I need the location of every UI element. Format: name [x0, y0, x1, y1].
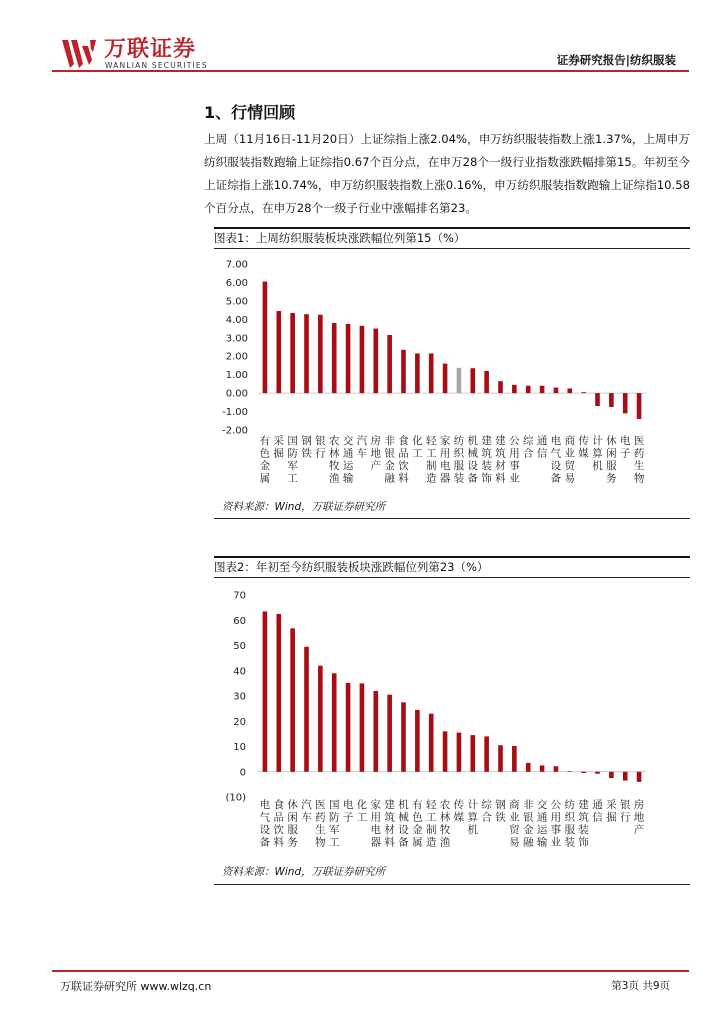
chart1-category-label: 电 [550, 435, 562, 447]
chart2-category-label: 电 [370, 824, 382, 836]
chart1-category-label: 料 [398, 472, 409, 485]
chart1-category-label: 通 [342, 447, 354, 460]
chart2-bar [484, 736, 489, 771]
chart1-bar [595, 393, 600, 406]
chart2-category-label: 建 [384, 799, 395, 811]
chart2-category-label: 铁 [495, 811, 506, 824]
chart1-category-label: 传 [578, 435, 589, 447]
chart1-ytick-label: -1.00 [222, 407, 248, 419]
chart2-category-label: 车 [301, 811, 312, 824]
page-number: 第3页 共9页 [611, 980, 670, 992]
chart1-category-label: 军 [287, 460, 298, 472]
chart2-category-label: 休 [287, 799, 298, 811]
chart1-category-label: 休 [606, 435, 617, 447]
chart2-category-label: 建 [578, 799, 589, 811]
chart2-category-label: 掘 [606, 811, 617, 824]
chart1-bar [637, 393, 642, 419]
chart1-bar [512, 385, 517, 393]
chart1-category-label: 建 [481, 435, 492, 447]
chart1-bar [415, 353, 420, 393]
chart1-category-label: 林 [328, 447, 340, 460]
chart1-category-label: 设 [467, 460, 479, 472]
chart2-bar [637, 772, 642, 782]
chart1-category-label: 器 [439, 472, 451, 485]
chart2-category-label: 品 [273, 811, 285, 824]
chart1-category-label: 综 [522, 435, 534, 447]
chart1-category-label: 银 [384, 447, 395, 460]
chart2-category-label: 汽 [301, 799, 312, 811]
chart2-category-label: 房 [633, 799, 645, 811]
chart2-category-label: 生 [315, 824, 326, 836]
chart1-category-label: 筑 [481, 447, 492, 460]
chart2-category-label: 交 [536, 799, 548, 811]
chart2-category-label: 轻 [425, 799, 437, 811]
chart1-category-label: 家 [439, 435, 451, 447]
chart1-category-label: 工 [425, 447, 437, 460]
chart1-ytick-label: 1.00 [225, 370, 248, 382]
chart2-ytick-label: 70 [233, 590, 246, 602]
chart2-bar [263, 611, 268, 771]
chart1-bar [290, 313, 295, 393]
chart2-category-label: 军 [328, 824, 340, 836]
chart2-category-label: 算 [467, 811, 479, 824]
chart1-category-label: 气 [550, 447, 562, 460]
chart2-category-label: 子 [342, 811, 354, 824]
chart2-category-label: 医 [315, 799, 326, 811]
chart1-category-label: 品 [398, 447, 409, 460]
chart1-category-label: 输 [342, 472, 354, 485]
chart1-title-rule [214, 248, 690, 249]
chart2-source: 资料来源：Wind，万联证券研究所 [222, 866, 386, 878]
chart1-category-label: 汽 [356, 435, 368, 447]
chart2-category-label: 料 [384, 836, 395, 849]
chart1-ytick-label: 0.00 [225, 388, 248, 400]
chart1-category-label: 纺 [453, 435, 465, 447]
chart1-category-label: 贸 [564, 460, 576, 472]
chart2-bar [373, 691, 378, 772]
chart1-category-label: 金 [384, 460, 395, 472]
chart2-category-label: 非 [522, 799, 534, 811]
chart1-category-label: 通 [536, 435, 548, 447]
chart2-category-label: 计 [467, 799, 479, 811]
chart1-category-label: 银 [315, 435, 326, 447]
chart1-category-label: 药 [633, 447, 645, 460]
chart2-bar [318, 666, 323, 772]
chart1-category-label: 用 [439, 447, 451, 460]
chart2-category-label: 银 [522, 811, 534, 824]
chart1-category-label: 装 [481, 460, 492, 472]
chart2-category-label: 化 [356, 799, 368, 811]
chart2-category-label: 金 [522, 824, 534, 836]
chart2-category-label: 机 [467, 824, 479, 836]
chart2-category-label: 防 [328, 811, 340, 824]
chart1-category-label: 易 [564, 472, 576, 485]
chart1-bar [498, 381, 503, 393]
chart1-category-label: 交 [342, 435, 354, 447]
chart1-category-label: 料 [495, 472, 506, 485]
chart2-bar [401, 702, 406, 771]
chart2-category-label: 工 [356, 811, 368, 824]
footer-divider [52, 970, 689, 972]
chart2-category-label: 贸 [509, 824, 520, 836]
chart1-category-label: 行 [315, 447, 326, 460]
chart2-category-label: 设 [259, 824, 271, 836]
company-name-en: WANLIAN SECURITIES [105, 61, 208, 70]
chart1-category-label: 电 [619, 435, 631, 447]
chart2-category-label: 有 [412, 799, 423, 811]
chart2-category-label: 通 [592, 799, 603, 811]
chart1-category-label: 业 [509, 472, 520, 485]
chart2-category-label: 家 [370, 799, 382, 811]
chart2-category-label: 渔 [439, 836, 451, 849]
chart2-bar [346, 683, 351, 772]
chart1-bar [332, 323, 337, 393]
chart1-category-label: 铁 [301, 447, 312, 460]
chart1-title: 图表1：上周纺织服装板块涨跌幅位列第15（%） [214, 231, 466, 245]
chart1-category-label: 造 [425, 472, 437, 485]
chart2-ytick-label: 20 [233, 716, 246, 728]
chart1-category-label: 服 [453, 460, 465, 472]
chart2-category-label: 工 [328, 836, 340, 849]
chart2-bar [554, 766, 559, 772]
chart2-bar [290, 628, 295, 771]
chart1-category-label: 装 [453, 472, 465, 485]
chart2-category-label: 林 [439, 811, 451, 824]
header-divider [52, 70, 689, 72]
chart1-bar [609, 393, 614, 407]
chart2-category-label: 制 [425, 824, 437, 836]
chart2-bar [443, 731, 448, 771]
chart2-bar [332, 673, 337, 771]
chart1-category-label: 农 [328, 435, 340, 447]
chart2-bottom-rule [214, 884, 690, 885]
chart2-bar [360, 683, 365, 771]
chart1-category-label: 色 [259, 447, 271, 460]
chart2-category-label: 融 [522, 836, 534, 849]
chart2-category-label: 媒 [453, 811, 465, 824]
chart1-category-label: 机 [467, 435, 479, 447]
chart2-category-label: 银 [619, 799, 631, 811]
chart2-bar [540, 765, 545, 771]
chart2-top-rule [214, 556, 690, 558]
chart1-category-label: 事 [509, 460, 520, 472]
chart2-category-label: 产 [633, 824, 645, 836]
chart2-ytick-label: 0 [239, 767, 246, 779]
chart2-ytick-label: 40 [233, 666, 246, 678]
chart1-category-label: 织 [453, 447, 465, 460]
chart2-category-label: 地 [633, 811, 645, 824]
chart1-bar [263, 282, 268, 394]
chart2-category-label: 备 [259, 836, 271, 849]
chart2-category-label: 牧 [439, 824, 451, 836]
chart1-category-label: 制 [425, 460, 437, 472]
chart2-category-label: 料 [273, 836, 285, 849]
chart2-bar [595, 772, 600, 774]
chart1-category-label: 信 [536, 447, 548, 460]
chart2-category-label: 国 [328, 799, 340, 811]
chart2-bar [387, 695, 392, 772]
chart2-category-label: 合 [481, 811, 492, 824]
chart2-category-label: 用 [550, 811, 562, 824]
chart2-category-label: 饮 [273, 824, 285, 836]
chart1-category-label: 金 [259, 460, 271, 472]
chart2-category-label: 药 [315, 811, 326, 824]
chart1-category-label: 电 [439, 460, 451, 472]
chart2-bar [609, 772, 614, 778]
chart1-bar [443, 364, 448, 394]
chart1-category-label: 材 [495, 460, 506, 472]
chart1-category-label: 牧 [328, 460, 340, 472]
chart1-category-label: 房 [370, 435, 382, 447]
chart2-category-label: 务 [287, 836, 298, 849]
chart1-category-label: 钢 [301, 435, 312, 447]
chart2-category-label: 服 [564, 824, 576, 836]
chart1-category-label: 公 [509, 435, 520, 447]
chart1-category-label: 有 [259, 435, 271, 447]
chart2-ytick-label: 50 [233, 641, 246, 652]
chart2-category-label: 饰 [578, 836, 589, 849]
chart2-category-label: 材 [384, 824, 395, 836]
chart2-category-label: 公 [550, 799, 562, 811]
chart1-category-label: 化 [412, 435, 423, 447]
chart1-bar [554, 388, 559, 394]
chart1-category-label: 工 [287, 472, 298, 485]
chart2-ytick-label: 10 [233, 742, 246, 753]
chart1-bar [457, 368, 462, 393]
chart2-category-label: 备 [398, 836, 409, 849]
chart1-category-label: 业 [564, 447, 576, 460]
chart2-category-label: 电 [259, 799, 271, 811]
chart1-ytick-label: 6.00 [225, 277, 248, 289]
chart2-bar [512, 746, 517, 772]
chart1-ytick-label: 3.00 [225, 333, 248, 345]
chart2-bar [470, 735, 475, 772]
chart2-category-label: 通 [536, 811, 548, 824]
chart1-category-label: 子 [619, 447, 631, 460]
chart2-bar [415, 710, 420, 772]
chart1-category-label: 媒 [578, 447, 589, 460]
chart1-bar [276, 311, 281, 393]
chart1-category-label: 服 [606, 460, 617, 472]
chart2-category-label: 综 [481, 799, 492, 811]
chart1-bar [304, 314, 309, 393]
chart2-category-label: 事 [550, 824, 562, 836]
chart1-category-label: 生 [633, 460, 645, 472]
chart2-category-label: 色 [412, 811, 423, 824]
chart1-category-label: 属 [259, 472, 271, 485]
chart1-category-label: 务 [606, 472, 617, 485]
chart1-bar [401, 350, 406, 393]
chart1-category-label: 商 [564, 435, 576, 447]
chart1-bar [429, 353, 434, 393]
section-body: 上周（11月16日-11月20日）上证综指上涨2.04%，申万纺织服装指数上涨1.37%，上周申万纺织服装指数跑输上证综指0.67个百分点，在申万28个一级行业指数涨跌幅排第15。年初至今上证综指上涨10.74%，申万纺织服装指数上涨0.16%，申万纺织服装指数跑输上证综指10.58个百分点，在申万28个一级子行业中涨幅排名第23。 [204, 132, 690, 215]
chart2-category-label: 器 [370, 836, 382, 849]
chart1-category-label: 国 [287, 435, 298, 447]
chart2-category-label: 服 [287, 824, 298, 836]
chart2-bar [457, 733, 462, 772]
chart1-bar [360, 326, 365, 393]
chart1-category-label: 械 [467, 447, 479, 460]
chart1-ytick-label: 4.00 [225, 314, 248, 326]
chart1-plot [214, 252, 690, 496]
chart1-bar [623, 393, 628, 413]
chart1-category-label: 机 [592, 460, 603, 472]
chart2-category-label: 属 [412, 836, 423, 849]
chart2-category-label: 机 [398, 799, 409, 811]
chart1-category-label: 饰 [481, 472, 492, 485]
footer-website: 万联证券研究所 www.wlzq.cn [60, 980, 212, 993]
chart2-category-label: 业 [509, 811, 520, 824]
chart2-category-label: 钢 [495, 799, 506, 811]
chart1-top-rule [214, 227, 690, 229]
chart1-ytick-label: 2.00 [225, 351, 248, 363]
chart2-category-label: 工 [425, 811, 437, 824]
chart1-category-label: 车 [356, 447, 368, 460]
chart1-bar [387, 335, 392, 393]
chart1-category-label: 食 [398, 435, 409, 447]
chart2-category-label: 金 [412, 824, 423, 836]
chart1-category-label: 计 [592, 435, 603, 447]
chart2-category-label: 械 [398, 811, 409, 824]
chart1-category-label: 医 [633, 435, 645, 447]
chart2-bar [498, 745, 503, 772]
chart2-category-label: 装 [564, 836, 576, 849]
chart2-category-label: 输 [536, 836, 548, 849]
chart2-category-label: 物 [315, 836, 326, 849]
chart1-bar [373, 329, 378, 394]
chart1-bar [540, 386, 545, 393]
chart1-category-label: 工 [412, 447, 423, 460]
chart1-category-label: 备 [550, 472, 562, 485]
chart2-bar [276, 614, 281, 772]
chart2-category-label: 业 [550, 836, 562, 849]
chart1-category-label: 非 [384, 435, 395, 447]
chart2-category-label: 食 [273, 799, 285, 811]
chart1-category-label: 物 [633, 472, 645, 485]
chart1-category-label: 运 [342, 460, 354, 472]
chart1-category-label: 地 [370, 447, 382, 460]
chart2-bar [581, 772, 586, 773]
chart2-category-label: 商 [509, 799, 520, 811]
company-name-cn: 万联证券 [104, 37, 197, 62]
chart2-bar [429, 714, 434, 772]
chart1-category-label: 产 [370, 460, 382, 472]
chart2-category-label: 闲 [287, 811, 298, 824]
chart1-bar [526, 386, 531, 393]
chart2-bar [567, 771, 572, 772]
chart2-ytick-label: 30 [233, 691, 246, 703]
wanlian-logo-icon [62, 38, 98, 70]
chart2-category-label: 农 [439, 799, 451, 811]
chart1-bar [484, 371, 489, 393]
chart2-category-label: 行 [619, 811, 631, 824]
chart1-bar [318, 315, 323, 393]
chart1-ytick-label: 5.00 [225, 296, 248, 308]
chart1-bottom-rule [214, 518, 690, 519]
chart2-title: 图表2：年初至今纺织服装板块涨跌幅位列第23（%） [214, 560, 489, 574]
chart1-category-label: 轻 [425, 435, 437, 447]
chart1-category-label: 渔 [328, 472, 340, 485]
chart1-category-label: 用 [509, 447, 520, 460]
chart2-plot [214, 581, 690, 861]
chart2-category-label: 信 [592, 811, 603, 824]
chart2-category-label: 气 [259, 811, 271, 824]
chart1-category-label: 饮 [398, 460, 409, 472]
chart1-bar [581, 392, 586, 393]
chart1-category-label: 筑 [495, 447, 506, 460]
chart1-category-label: 融 [384, 472, 395, 485]
chart1-category-label: 备 [467, 472, 479, 485]
chart2-category-label: 筑 [384, 811, 395, 824]
chart1-category-label: 闲 [606, 447, 617, 460]
chart1-bar [470, 368, 475, 393]
chart2-category-label: 用 [370, 811, 382, 824]
chart1-category-label: 算 [592, 447, 603, 460]
chart2-category-label: 造 [425, 836, 437, 849]
chart2-category-label: 筑 [578, 811, 589, 824]
chart2-category-label: 运 [536, 824, 548, 836]
chart1-ytick-label: 7.00 [225, 259, 248, 271]
chart1-bar [567, 389, 572, 394]
chart1-category-label: 合 [522, 447, 534, 460]
chart2-category-label: 采 [606, 799, 617, 811]
chart2-ytick-label: 60 [233, 615, 246, 627]
chart1-category-label: 建 [495, 435, 506, 447]
report-tag: 证券研究报告|纺织服装 [556, 53, 676, 67]
section-title: 1、行情回顾 [204, 103, 296, 122]
chart1-category-label: 掘 [273, 447, 285, 460]
chart2-bar [304, 647, 309, 772]
chart2-bar [526, 763, 531, 772]
chart2-category-label: 电 [342, 799, 354, 811]
chart1-category-label: 采 [273, 435, 285, 447]
chart2-category-label: 设 [398, 824, 409, 836]
chart1-ytick-label: -2.00 [222, 425, 248, 437]
chart2-category-label: 纺 [564, 799, 576, 811]
chart1-category-label: 防 [287, 447, 298, 460]
chart2-category-label: 织 [564, 811, 576, 824]
chart1-source: 资料来源：Wind，万联证券研究所 [222, 501, 386, 513]
chart2-category-label: 传 [453, 799, 465, 811]
chart2-bar [623, 772, 628, 781]
chart2-title-rule [214, 577, 690, 578]
chart2-category-label: 易 [509, 836, 520, 849]
chart2-ytick-label: (10) [225, 792, 246, 804]
chart1-category-label: 设 [550, 460, 562, 472]
chart1-bar [346, 324, 351, 393]
chart2-category-label: 装 [578, 824, 589, 836]
